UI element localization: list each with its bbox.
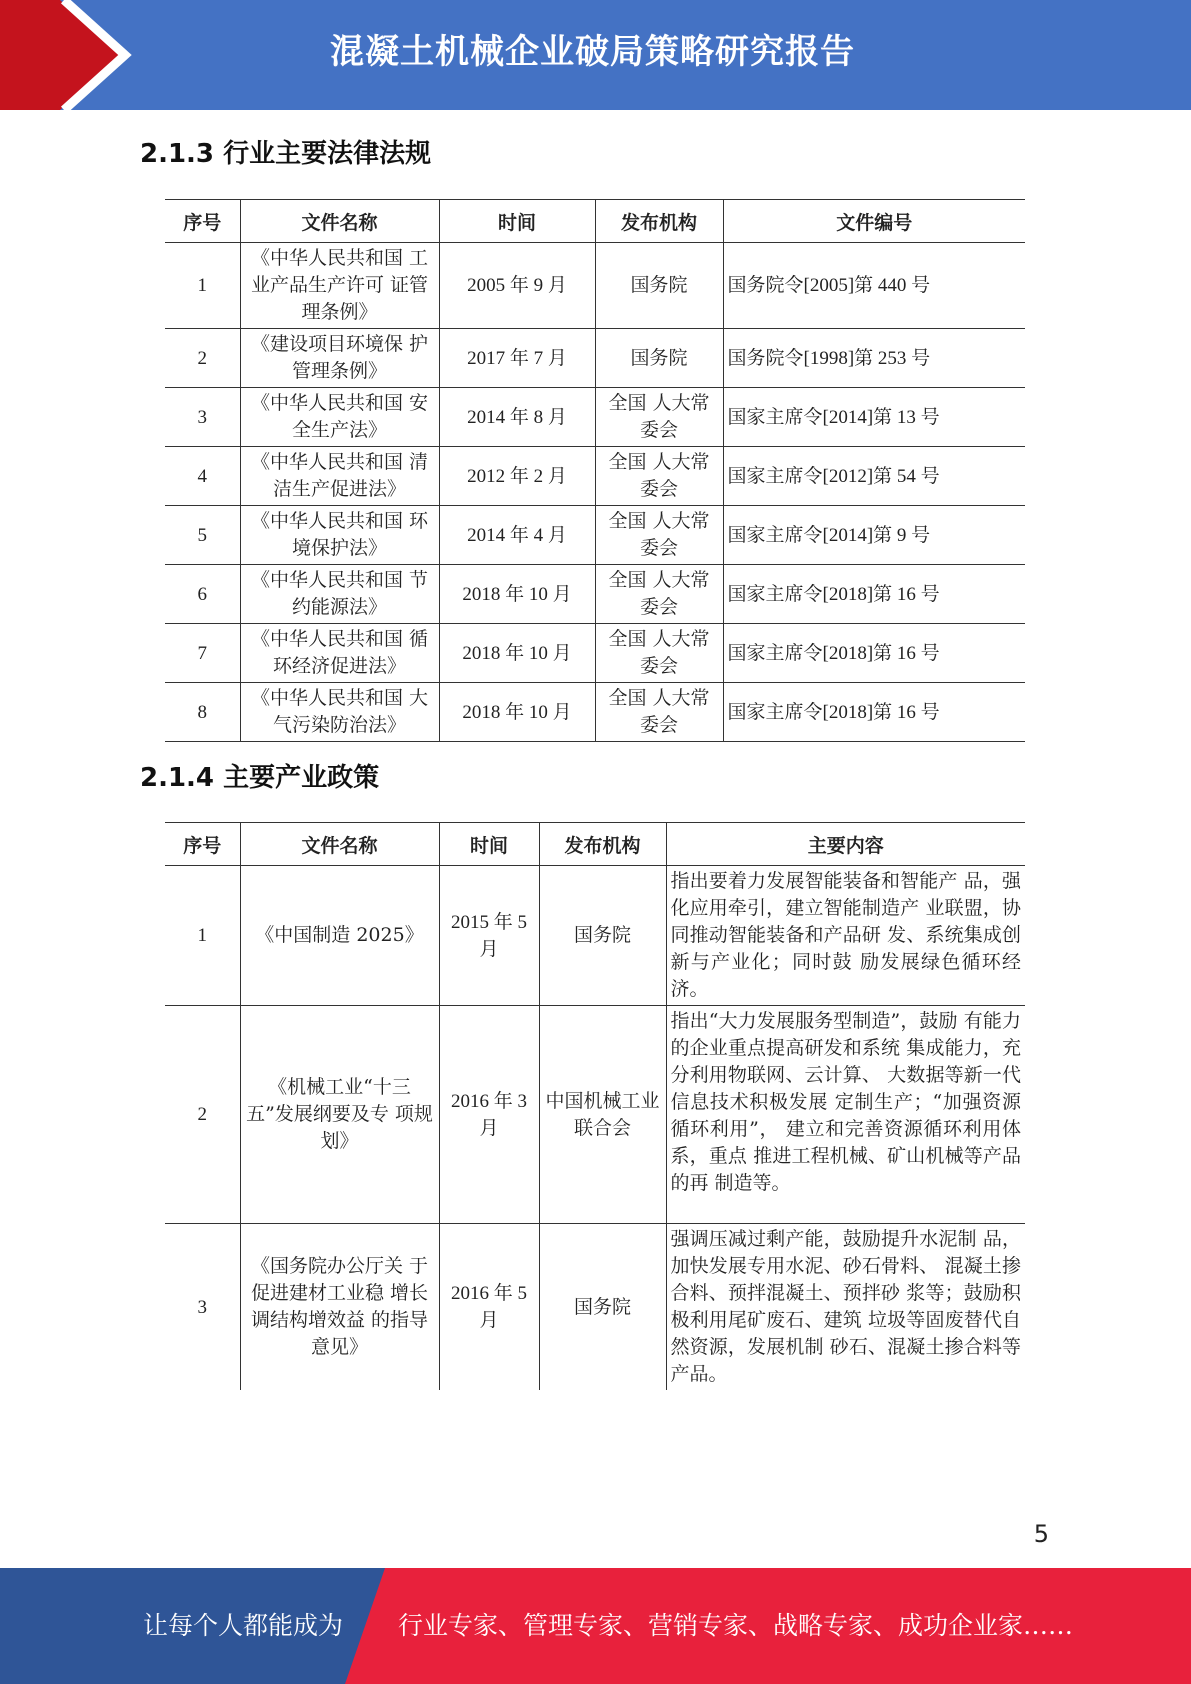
issue-time: 2018 年 10 月 — [439, 624, 595, 683]
column-header: 发布机构 — [539, 823, 666, 866]
column-header: 文件名称 — [240, 823, 439, 866]
issuing-org: 全国 人大常委会 — [595, 506, 723, 565]
column-header: 时间 — [439, 200, 595, 243]
table-row — [165, 565, 1025, 624]
table-row — [165, 1006, 1025, 1224]
document-code: 国家主席令[2018]第 16 号 — [723, 624, 1025, 683]
document-code: 国家主席令[2018]第 16 号 — [723, 565, 1025, 624]
issue-time: 2018 年 10 月 — [439, 683, 595, 742]
issuing-org: 国务院 — [595, 243, 723, 329]
row-number: 2 — [165, 1006, 240, 1224]
table-row — [165, 624, 1025, 683]
footer-slogan-right: 行业专家、管理专家、营销专家、战略专家、成功企业家…… — [398, 1611, 1074, 1640]
table-header-row — [165, 200, 1025, 243]
policy-content: 强调压减过剩产能，鼓励提升水泥制 品，加快发展专用水泥、砂石骨料、 混凝土掺合料、预拌混凝土、预拌砂 浆等；鼓励积极利用尾矿废石、建筑 垃圾等固废替代自然资源，发展机制 砂石、混凝土掺合料等产品。 — [666, 1224, 1025, 1391]
column-header: 文件名称 — [240, 200, 439, 243]
issue-time: 2017 年 7 月 — [439, 329, 595, 388]
document-name: 《国务院办公厅关 于促进建材工业稳 增长调结构增效益 的指导意见》 — [240, 1224, 439, 1391]
header-banner — [0, 0, 1191, 110]
issue-time: 2016 年 5 月 — [439, 1224, 539, 1391]
issuing-org: 国务院 — [539, 1224, 666, 1391]
policy-content: 指出“大力发展服务型制造”，鼓励 有能力的企业重点提高研发和系统 集成能力，充分利用物联网、云计算、 大数据等新一代信息技术积极发展 定制生产；“加强资源循环利用”， 建立和完善资源循环利用体系，重点 推进工程机械、矿山机械等产品的再 制造等。 — [666, 1006, 1025, 1224]
column-header: 文件编号 — [723, 200, 1025, 243]
policy-content: 指出要着力发展智能装备和智能产 品，强化应用牵引，建立智能制造产 业联盟，协同推动智能装备和产品研 发、系统集成创新与产业化；同时鼓 励发展绿色循环经济。 — [666, 866, 1025, 1006]
report-title: 混凝土机械企业破局策略研究报告 — [330, 32, 855, 72]
document-code: 国家主席令[2018]第 16 号 — [723, 683, 1025, 742]
row-number: 1 — [165, 243, 240, 329]
issue-time: 2012 年 2 月 — [439, 447, 595, 506]
row-number: 2 — [165, 329, 240, 388]
column-header: 时间 — [439, 823, 539, 866]
policy-table — [165, 822, 1025, 1390]
document-code: 国家主席令[2014]第 13 号 — [723, 388, 1025, 447]
document-name: 《中华人民共和国 循环经济促进法》 — [240, 624, 439, 683]
table-row — [165, 683, 1025, 742]
table-row — [165, 329, 1025, 388]
document-name: 《中国制造 2025》 — [240, 866, 439, 1006]
table-row — [165, 243, 1025, 329]
row-number: 1 — [165, 866, 240, 1006]
footer-slogan-left: 让每个人都能成为 — [143, 1611, 344, 1640]
document-name: 《中华人民共和国 安全生产法》 — [240, 388, 439, 447]
issue-time: 2016 年 3 月 — [439, 1006, 539, 1224]
document-name: 《机械工业“十三五”发展纲要及专 项规划》 — [240, 1006, 439, 1224]
column-header: 序号 — [165, 823, 240, 866]
table-row — [165, 506, 1025, 565]
document-name: 《中华人民共和国 节约能源法》 — [240, 565, 439, 624]
column-header: 发布机构 — [595, 200, 723, 243]
table-row — [165, 866, 1025, 1006]
issuing-org: 国务院 — [539, 866, 666, 1006]
table-row — [165, 447, 1025, 506]
document-name: 《中华人民共和国 大气污染防治法》 — [240, 683, 439, 742]
table-row — [165, 388, 1025, 447]
section-heading-laws: 2.1.3 行业主要法律法规 — [140, 139, 432, 169]
column-header: 主要内容 — [666, 823, 1025, 866]
document-code: 国家主席令[2012]第 54 号 — [723, 447, 1025, 506]
document-name: 《中华人民共和国 工业产品生产许可 证管理条例》 — [240, 243, 439, 329]
issuing-org: 全国 人大常委会 — [595, 565, 723, 624]
document-code: 国务院令[1998]第 253 号 — [723, 329, 1025, 388]
section-heading-policies: 2.1.4 主要产业政策 — [140, 763, 380, 793]
document-name: 《建设项目环境保 护管理条例》 — [240, 329, 439, 388]
issuing-org: 中国机械工业联合会 — [539, 1006, 666, 1224]
row-number: 3 — [165, 388, 240, 447]
row-number: 8 — [165, 683, 240, 742]
row-number: 4 — [165, 447, 240, 506]
issue-time: 2005 年 9 月 — [439, 243, 595, 329]
issue-time: 2018 年 10 月 — [439, 565, 595, 624]
laws-table — [165, 199, 1025, 742]
issuing-org: 全国 人大常委会 — [595, 447, 723, 506]
document-code: 国家主席令[2014]第 9 号 — [723, 506, 1025, 565]
issuing-org: 全国 人大常委会 — [595, 683, 723, 742]
issuing-org: 全国 人大常委会 — [595, 388, 723, 447]
table-header-row — [165, 823, 1025, 866]
issue-time: 2015 年 5 月 — [439, 866, 539, 1006]
issuing-org: 全国 人大常委会 — [595, 624, 723, 683]
row-number: 3 — [165, 1224, 240, 1391]
row-number: 7 — [165, 624, 240, 683]
document-code: 国务院令[2005]第 440 号 — [723, 243, 1025, 329]
issuing-org: 国务院 — [595, 329, 723, 388]
document-name: 《中华人民共和国 环境保护法》 — [240, 506, 439, 565]
column-header: 序号 — [165, 200, 240, 243]
chevron-arrow-icon — [0, 0, 150, 110]
table-row — [165, 1224, 1025, 1391]
issue-time: 2014 年 4 月 — [439, 506, 595, 565]
row-number: 5 — [165, 506, 240, 565]
page-number: 5 — [1033, 1520, 1049, 1548]
footer-banner — [0, 1568, 1191, 1684]
issue-time: 2014 年 8 月 — [439, 388, 595, 447]
row-number: 6 — [165, 565, 240, 624]
document-name: 《中华人民共和国 清洁生产促进法》 — [240, 447, 439, 506]
